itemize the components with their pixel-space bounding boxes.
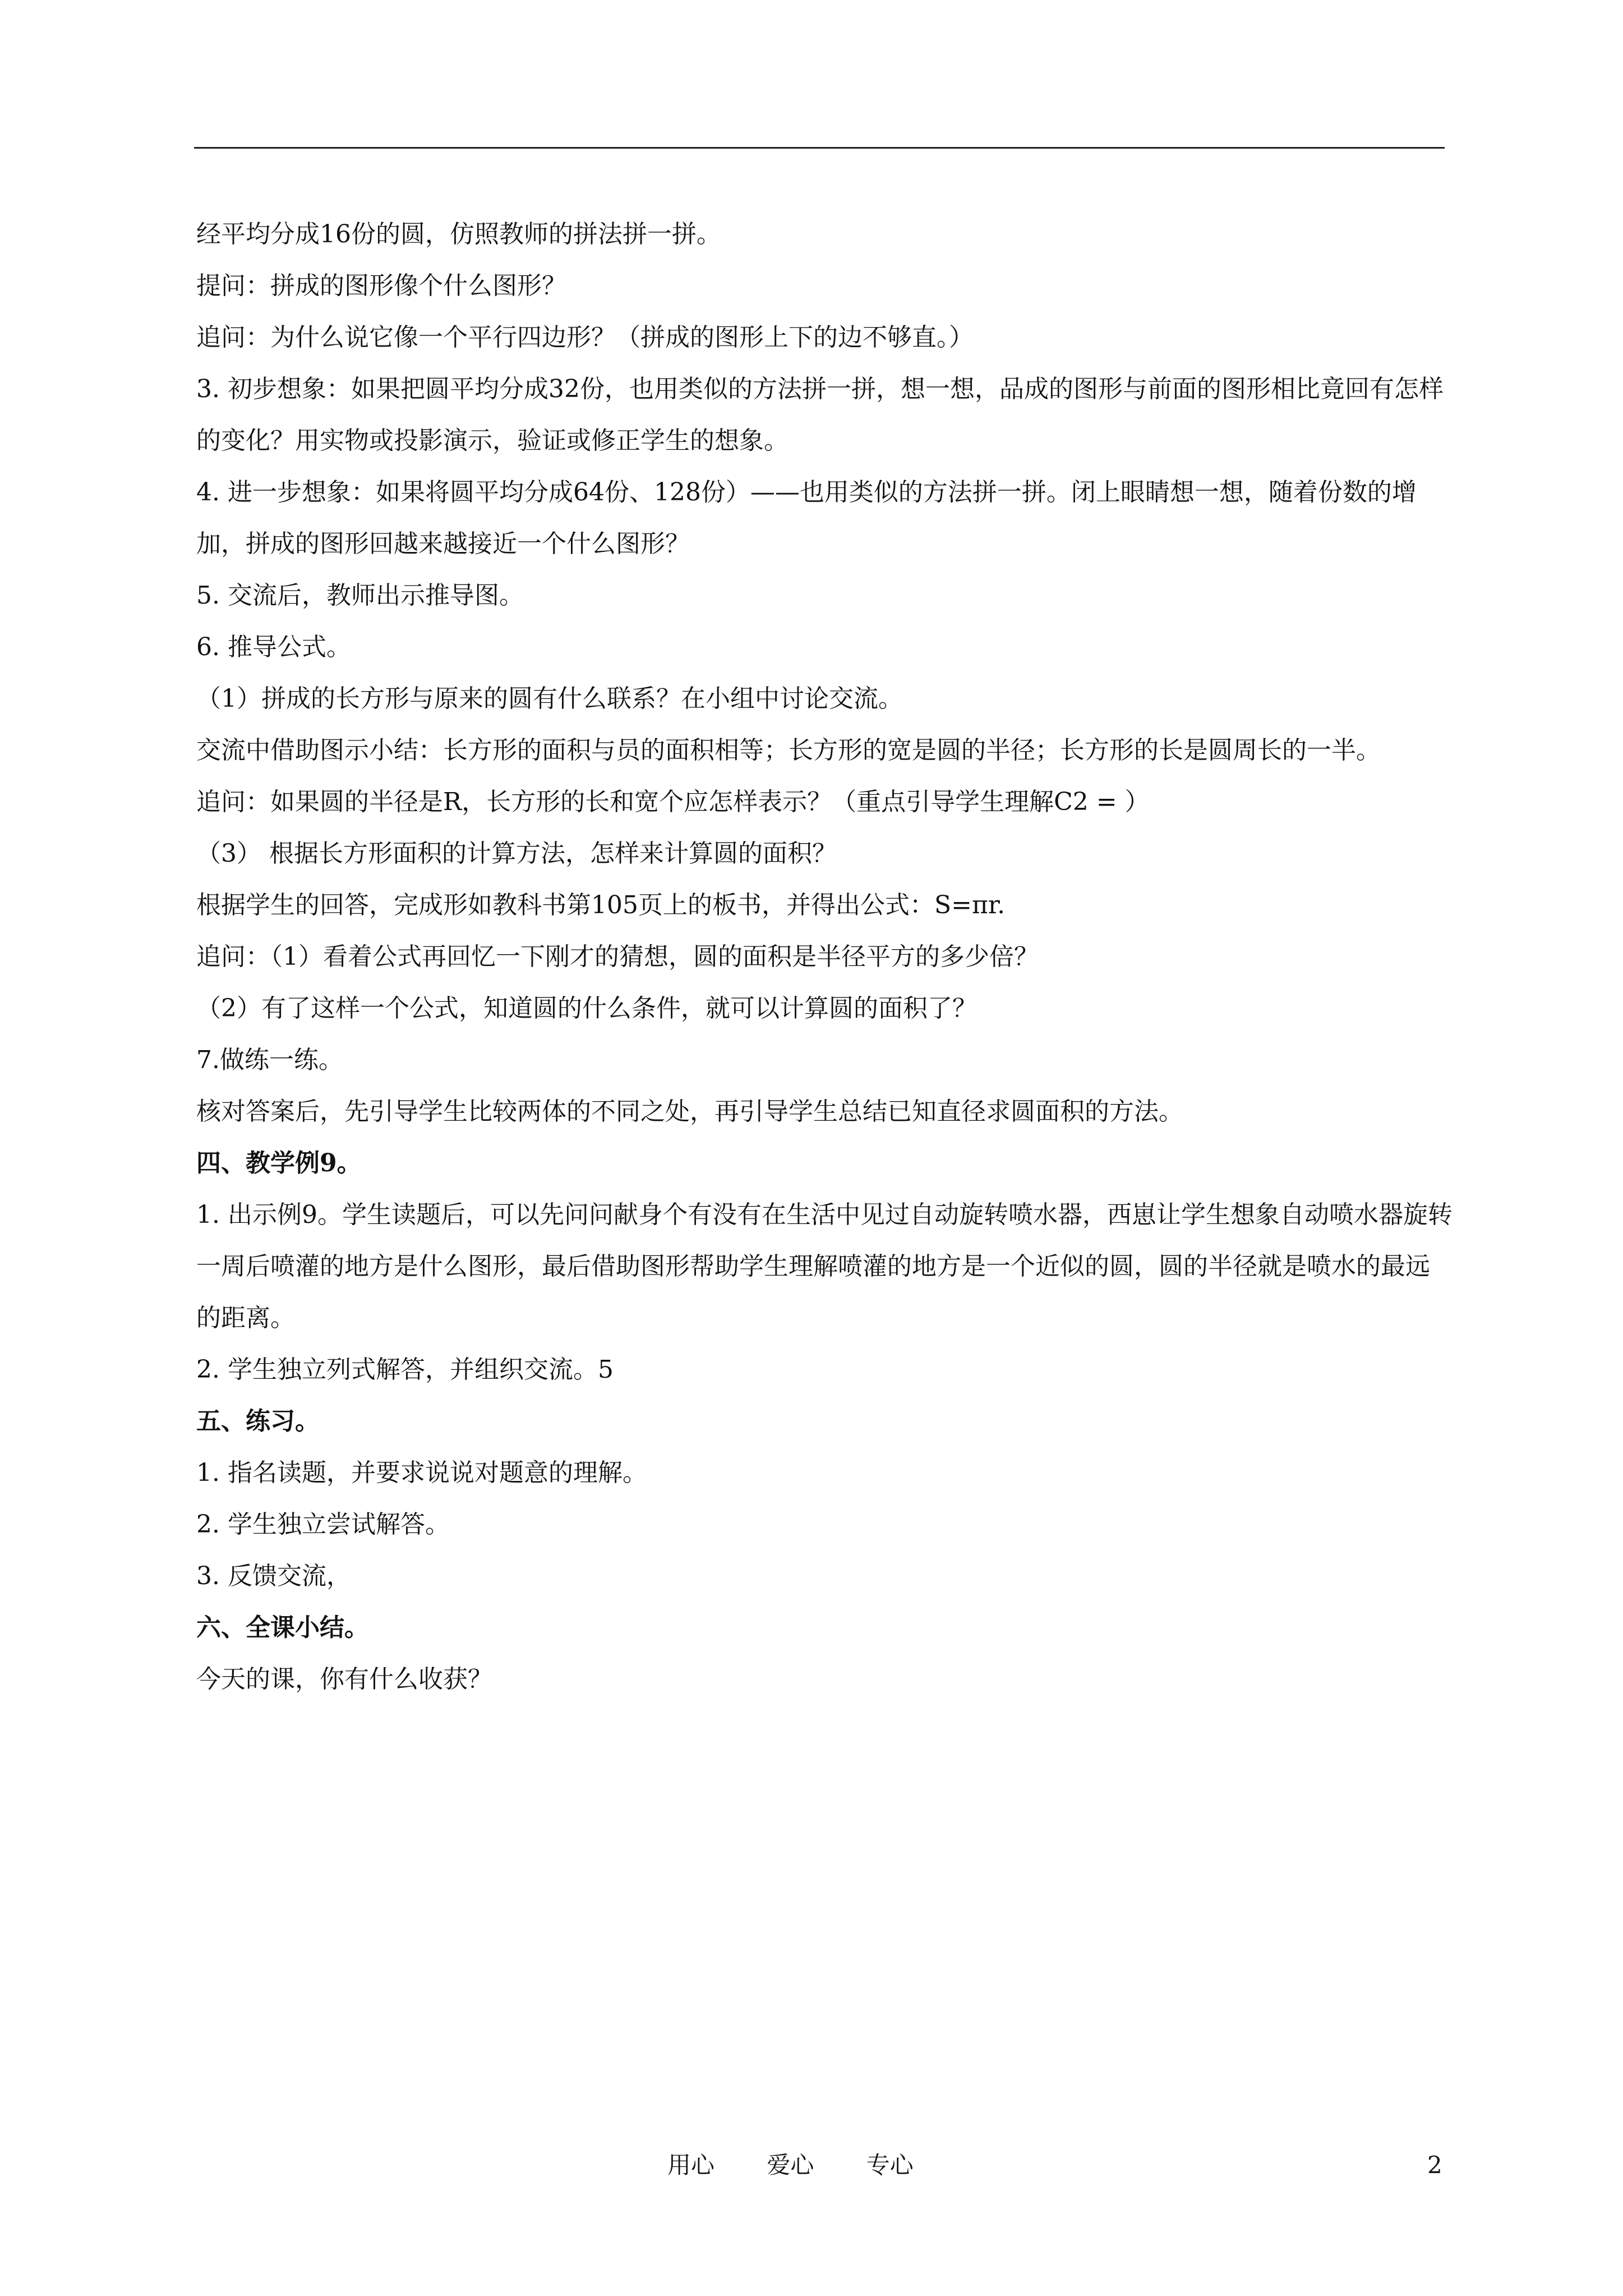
paragraph: 7.做练一练。 (196, 1046, 343, 1074)
paragraph: 3. 初步想象：如果把圆平均分成32份，也用类似的方法拼一拼，想一想，品成的图形与前面的图形相比竟回有怎样的变化？用实物或投影演示，验证或修正学生的想象。 (196, 375, 1444, 455)
paragraph: 5. 交流后，教师出示推导图。 (196, 581, 524, 610)
paragraph: 提问：拼成的图形像个什么图形？ (196, 272, 566, 300)
paragraph: 根据学生的回答，完成形如教科书第105页上的板书，并得出公式：S=πr. (196, 891, 1006, 919)
paragraph: （1）拼成的长方形与原来的圆有什么联系？在小组中讨论交流。 (196, 684, 903, 713)
page-footer (0, 2148, 1623, 2182)
section-heading: 五、练习。 (196, 1407, 320, 1435)
paragraph: （3） 根据长方形面积的计算方法，怎样来计算圆的面积？ (196, 839, 837, 868)
paragraph: 追问：如果圆的半径是R，长方形的长和宽个应怎样表示？（重点引导学生理解C2 = ） (196, 788, 1150, 816)
paragraph: 追问：为什么说它像一个平行四边形？（拼成的图形上下的边不够直。） (196, 323, 974, 352)
paragraph: 6. 推导公式。 (196, 633, 351, 661)
page-number: 2 (1427, 2151, 1442, 2179)
paragraph: 经平均分成16份的圆，仿照教师的拼法拼一拼。 (196, 220, 721, 249)
paragraph: 2. 学生独立尝试解答。 (196, 1510, 450, 1539)
document-body (196, 209, 1453, 1705)
paragraph: 追问：（1）看着公式再回忆一下刚才的猜想，圆的面积是半径平方的多少倍？ (196, 942, 1039, 971)
header-rule (194, 147, 1445, 149)
paragraph: 4. 进一步想象：如果将圆平均分成64份、128份）——也用类似的方法拼一拼。闭上眼睛想一想，随着份数的增加，拼成的图形回越来越接近一个什么图形？ (196, 478, 1417, 558)
paragraph: 3. 反馈交流， (196, 1562, 351, 1590)
section-heading: 四、教学例9。 (196, 1149, 362, 1177)
paragraph: 交流中借助图示小结：长方形的面积与员的面积相等；长方形的宽是圆的半径；长方形的长是圆周长的一半。 (196, 736, 1381, 765)
footer-slogan: 用心 爱心 专心 (667, 2151, 914, 2179)
paragraph: （2）有了这样一个公式，知道圆的什么条件，就可以计算圆的面积了？ (196, 994, 977, 1023)
paragraph: 1. 出示例9。学生读题后，可以先问问献身个有没有在生活中见过自动旋转喷水器，西崽让学生想象自动喷水器旋转一周后喷灌的地方是什么图形，最后借助图形帮助学生理解喷灌的地方是一个近似的圆，圆的半径就是喷水的最远的距离。 (196, 1200, 1453, 1332)
section-heading: 六、全课小结。 (196, 1613, 369, 1642)
paragraph: 2. 学生独立列式解答，并组织交流。5 (196, 1355, 614, 1384)
paragraph: 1. 指名读题，并要求说说对题意的理解。 (196, 1458, 647, 1487)
paragraph: 核对答案后，先引导学生比较两体的不同之处，再引导学生总结已知直径求圆面积的方法。 (196, 1097, 1183, 1126)
paragraph: 今天的课，你有什么收获？ (196, 1665, 492, 1694)
